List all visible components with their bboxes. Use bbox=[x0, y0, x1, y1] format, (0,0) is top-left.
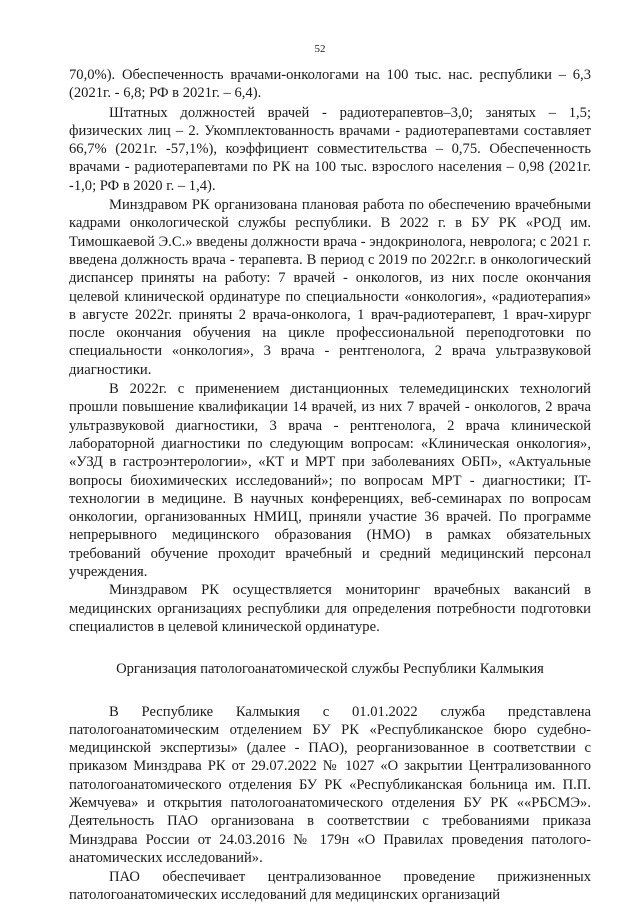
section-heading: Организация патологоанатомической службы Республики Калмыкия bbox=[116, 661, 544, 678]
paragraph-pathology-service: В Республике Калмыкия с 01.01.2022 служба представлена патологоанатомическим отделением БУ РК «Республиканское бюро судебно-медицинской экспертизы» (далее - ПАО), реорганизованное в соответствии с приказом Минздрава РК от 29.07.2022 № 1027 «О закрытии Централизованного патологоанатомического отделения БУ РК «Республиканская больница им. П.П. Жемчуева» и открытия патологоанатомического отделения БУ РК ««РБСМЭ». Деятельность ПАО организована в соответствии с требованиями приказа Минздрава России от 24.03.2016 № 179н «О Правилах проведения патолого-анатомических исследований». bbox=[69, 703, 591, 866]
paragraph-staffing-work: Минздравом РК организована плановая работа по обеспечению врачебными кадрами онкологической службы республики. В 2022 г. в БУ РК «РОД им. Тимошкаевой Э.С.» введены должности врача - эндокринолога, невролога; с 2021 г. введена должность врача - терапевта. В период с 2019 по 2022г.г. в онкологический диспансер приняты на работу: 7 врачей - онкологов, из них после окончания целевой клинической ординатуре по специальности «онкология», «радиотерапия» в августе 2022г. приняты 2 врача-онколога, 1 врач-радиотерапевт, 1 врач-хирург после окончания обучения на цикле профессиональной переподготовки по специальности «онкология», 3 врача - рентгенолога, 2 врача ультразвуковой диагностики. bbox=[69, 197, 591, 378]
paragraph-oncologist-provision: 70,0%). Обеспеченность врачами-онкологами на 100 тыс. нас. республики – 6,3 (2021г. - 6,8; РФ в 2021г. – 6,4). bbox=[69, 67, 591, 102]
paragraph-vacancy-monitoring: Минздравом РК осуществляется мониторинг врачебных вакансий в медицинских организациях республики для определения потребности подготовки специалистов в целевой клинической ординатуре. bbox=[69, 582, 591, 635]
document-body bbox=[69, 66, 591, 905]
page-number: 52 bbox=[314, 43, 326, 55]
paragraph-radiotherapists: Штатных должностей врачей - радиотерапевтов–3,0; занятых – 1,5; физических лиц – 2. Укомплектованность врачами - радиотерапевтами составляет 66,7% (2021г. -57,1%), коэффициент совместительства – 0,75. Обеспеченность врачами - радиотерапевтами по РК на 100 тыс. взрослого населения – 0,98 (2021г. -1,0; РФ в 2020 г. – 1,4). bbox=[69, 104, 591, 194]
paragraph-qualification: В 2022г. с применением дистанционных телемедицинских технологий прошли повышение квалификации 14 врачей, из них 7 врачей - онкологов, 2 врача ультразвуковой диагностики, 3 врача - рентгенолога, 2 врача клинической лабораторной диагностики по следующим вопросам: «Клиническая онкология», «УЗД в гастроэнтерологии», «КТ и МРТ при заболеваниях ОБП», «Актуальные вопросы биохимических исследований»; по вопросам МРТ - диагностики; IT-технологии в медицине. В научных конференциях, веб-семинарах по вопросам онкологии, организованных НМИЦ, приняли участие 36 врачей. По программе непрерывного медицинского образования (НМО) в рамках обязательных требований обучение проходит врачебный и средний медицинский персонал учреждения. bbox=[69, 381, 591, 581]
paragraph-pao-provides: ПАО обеспечивает централизованное проведение прижизненных патологоанатомических исследований для медицинских организаций bbox=[69, 869, 591, 904]
